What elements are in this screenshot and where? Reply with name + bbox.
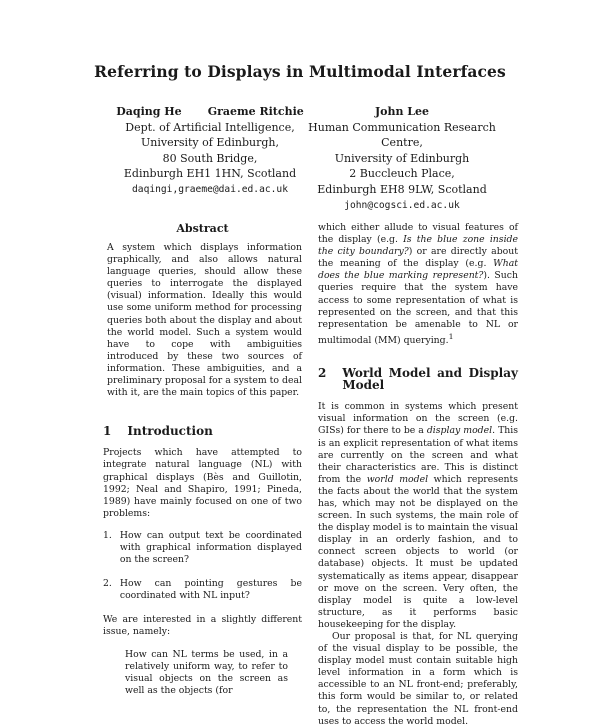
paper-title: Referring to Displays in Multimodal Interfaces	[94, 62, 506, 81]
affiliation-line: Human Communication Research Centre,	[308, 120, 496, 150]
affiliation-line: Dept. of Artificial Intelligence,	[125, 120, 295, 134]
left-column	[103, 242, 302, 697]
example-query-2: What does the blue marking represent?	[318, 258, 518, 282]
section2-number: 2	[318, 366, 327, 381]
section2-paragraph-2: Our proposal is that, for NL querying of the visual display to be possible, the display model must contain suitable high level information in a form which is accessible to an NL front-end; preferably, this form would be similar to, or related to, the representation the NL front-end uses to access the world model.	[318, 631, 518, 727]
term-display-model: display model	[426, 425, 493, 437]
right-column	[318, 222, 518, 728]
intro-title: Introduction	[127, 424, 213, 439]
list-number: 2.	[103, 578, 112, 590]
author-name-ritchie: Graeme Ritchie	[207, 105, 304, 118]
footnote-marker: 1	[448, 331, 454, 341]
author-block-left	[110, 104, 310, 198]
affiliation-line: 2 Buccleuch Place,	[349, 167, 455, 181]
term-world-model: world model	[366, 473, 429, 485]
problem-list	[103, 530, 302, 602]
section2-title: World Model and Display Model	[342, 366, 518, 393]
section2-paragraph-1: It is common in systems which present visual information on the screen (e.g. GISs) for there to be a display model. This is an explicit representation of what items are currently on the screen and what their characteristics are. This is distinct from the world model which represents the facts about the world that the system has, which may not be displayed on the screen. In such systems, the main role of the display model is to maintain the visual display in an orderly fashion, and to connect screen objects to world (or database) objects. It must be updated systematically as items appear, disappear or move on the screen. Very often, the display model is quite a low-level structure, as it performs basic housekeeping for the display.	[318, 401, 518, 630]
list-text: How can pointing gestures be coordinated with NL input?	[119, 578, 302, 602]
abstract-heading: Abstract	[176, 222, 229, 235]
intro-number: 1	[103, 424, 112, 439]
author-name-he: Daqing He	[116, 105, 182, 118]
continuation-paragraph: which either allude to visual features of the display (e.g. Is the blue zone inside the city boundary?) or are directly about the meaning of the display (e.g. What does the blue marking represent?). Such queries require that the system have access to some representation of what is represented on the screen, and that this representation be amenable to NL or multimodal (MM) querying.$^1$	[318, 222, 518, 346]
affiliation-line: Edinburgh EH8 9LW, Scotland	[317, 182, 487, 196]
author-block-right	[296, 104, 508, 213]
example-query-1: Is the blue zone inside the city boundary?	[318, 234, 518, 258]
intro-paragraph: Projects which have attempted to integrate natural language (NL) with graphical displays (Bès and Guillotin, 1992; Neal and Shapiro, 1991; Pineda, 1989) have mainly focused on one of two problems:	[103, 447, 302, 519]
intro-quote: How can NL terms be used, in a relatively uniform way, to refer to visual objects on the screen as well as the objects (for	[125, 648, 288, 696]
list-number: 1.	[103, 529, 112, 541]
intro-paragraph-2: We are interested in a slightly different issue, namely:	[103, 614, 302, 638]
affiliation-line: University of Edinburgh,	[140, 136, 280, 150]
list-item	[103, 530, 302, 566]
author-name-lee: John Lee	[374, 105, 430, 118]
list-item	[103, 578, 302, 602]
list-text: How can output text be coordinated with graphical information displayed on the screen?	[119, 529, 302, 566]
intro-heading	[103, 425, 302, 437]
section2-heading	[318, 367, 518, 391]
author-names-right	[296, 104, 508, 120]
affiliation-line: University of Edinburgh	[334, 151, 470, 165]
affiliation-line: 80 South Bridge,	[162, 151, 258, 165]
abstract-text: A system which displays information graphically, and also allows natural language queries, should allow these queries to interrogate the displayed (visual) information. Ideally this would use some uniform method for processing queries both about the display and about the world model. Such a system would have to cope with ambiguities introduced by these two sources of information. These ambiguities, and a preliminary proposal for a system to deal with it, are the main topics of this paper.	[107, 242, 302, 399]
author-names-left	[110, 104, 310, 120]
author-email-left[interactable]: daqingi,graeme@dai.ed.ac.uk	[132, 183, 288, 195]
affiliation-line: Edinburgh EH1 1HN, Scotland	[123, 167, 297, 181]
author-email-right[interactable]: john@cogsci.ed.ac.uk	[344, 199, 460, 211]
